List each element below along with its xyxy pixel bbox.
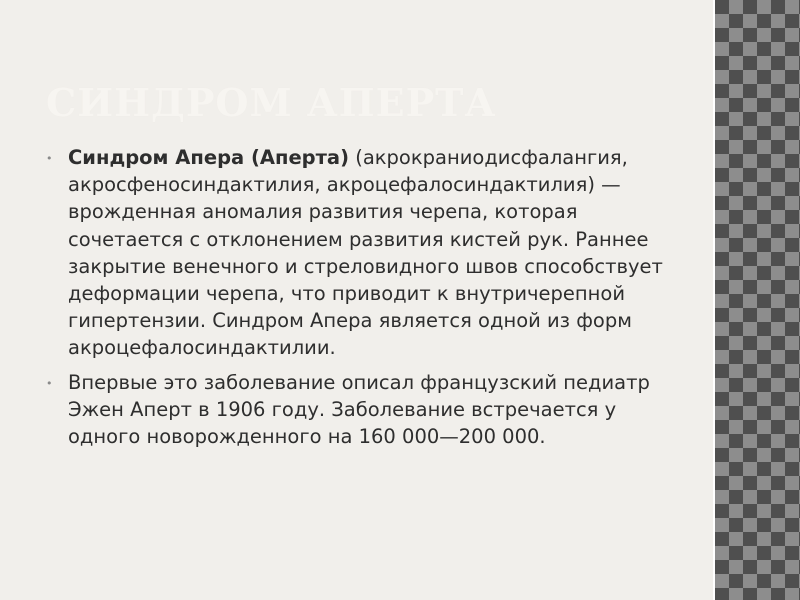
decorative-pattern-panel [713, 0, 800, 600]
slide-title: СИНДРОМ АПЕРТА [46, 80, 497, 125]
bullet-dot-icon: • [46, 152, 53, 165]
bullet-item-definition [40, 144, 680, 362]
bullet-body: Впервые это заболевание описал французский педиатр Эжен Аперт в 1906 году. Заболевание встречается у одного новорожденного на 160 000—200 000. [68, 370, 650, 449]
bullet-body: (акрокраниодисфалангия, акросфеносиндактилия, акроцефалосиндактилия) — врожденная аномалия развития черепа, которая сочетается с отклонением развития кистей рук. Раннее закрытие венечного и стреловидного швов способствует деформации черепа, что приводит к внутричерепной гипертензии. Синдром Апера является одной из форм акроцефалосиндактилии. [68, 146, 663, 360]
bullet-item-history [40, 369, 680, 451]
bullet-dot-icon: • [46, 376, 53, 390]
bullet-text [68, 144, 680, 362]
bullet-list [40, 144, 680, 457]
bullet-lead: Синдром Апера (Аперта) [68, 146, 350, 169]
